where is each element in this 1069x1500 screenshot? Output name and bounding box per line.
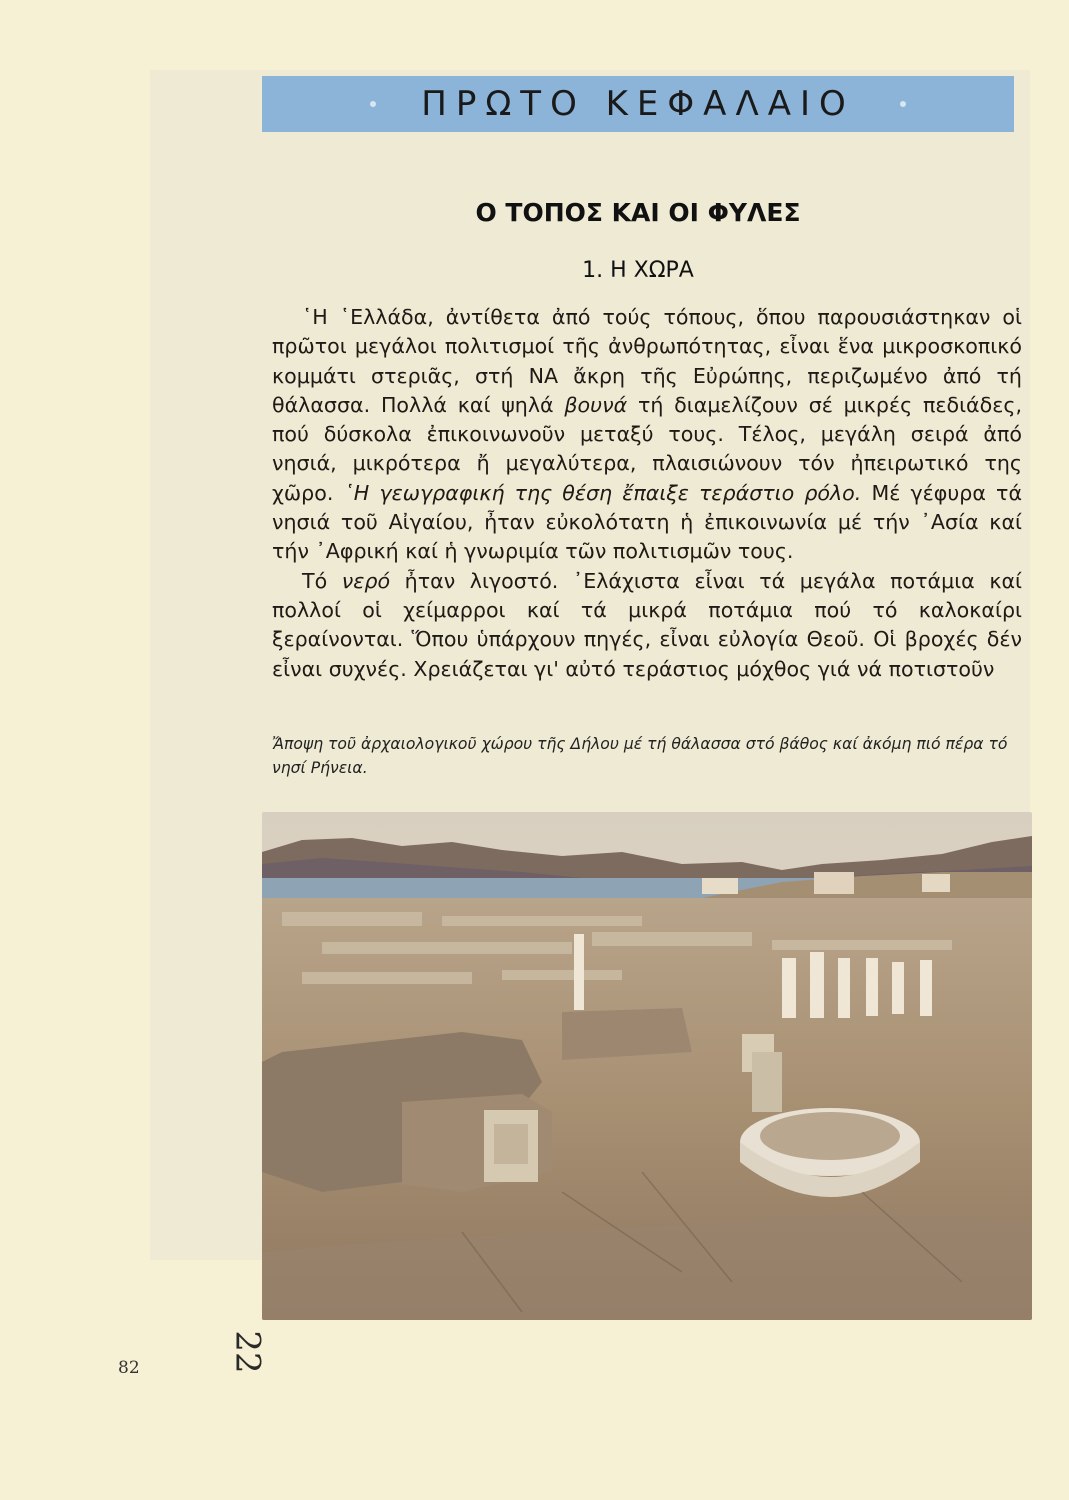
text-run: Μέ γέφυρα τά νησιά τοῦ Αἰγαίου, ἦταν εὐκολότατη ἡ ἐπικοινωνία μέ τήν ᾿Ασία καί τήν ᾿Αφρική καί ἡ γνωριμία τῶν πολιτισμῶν τους. bbox=[272, 480, 1023, 564]
page-number: 82 bbox=[118, 1358, 140, 1378]
page-stamp: 22 bbox=[227, 1330, 268, 1374]
text-run: Τό bbox=[302, 568, 342, 593]
photo-caption: Ἄποψη τοῦ ἀρχαιολογικοῦ χώρου τῆς Δήλου μέ τή θάλασσα στό βάθος καί ἀκόμη πιό πέρα τό νησί Ρήνεια. bbox=[272, 735, 1008, 777]
section-heading: 1. Η ΧΩΡΑ bbox=[582, 258, 694, 283]
italic-run: βουνά bbox=[564, 392, 628, 417]
text-run: ἦταν λιγοστό. ᾿Ελάχιστα εἶναι τά μεγάλα ποτάμια καί πολλοί οἱ χείμαρροι καί τά μικρά ποτάμια πού τό καλοκαίρι ξεραίνονται. Ὅπου ὑπάρχουν πηγές, εἶναι εὐλογία Θεοῦ. Οἱ βροχές δέν εἶναι συχνές. Χρειάζεται γι' αὐτό τεράστιος μόχθος γιά νά ποτιστοῦν bbox=[272, 568, 1023, 681]
body-paragraph bbox=[272, 303, 1022, 567]
italic-run: ῾Η γεωγραφική της θέση ἔπαιξε τεράστιο ρόλο. bbox=[343, 480, 862, 505]
photo-illustration bbox=[262, 812, 1032, 1320]
text-run: τή διαμελίζουν σέ μικρές πεδιάδες, πού δύσκολα ἐπικοινωνοῦν μεταξύ τους. Τέλος, μεγάλη σειρά ἀπό νησιά, μικρότερα ἤ μεγαλύτερα, πλαισιώνουν τόν ἠπειρωτικό της χῶρο. bbox=[272, 392, 1022, 505]
body-text bbox=[272, 303, 1022, 684]
text-run: ῾Η ῾Ελλάδα, ἀντίθετα ἀπό τούς τόπους, ὅπου παρουσιάστηκαν οἱ πρῶτοι μεγάλοι πολιτισμοί τῆς ἀνθρωπότητας, εἶναι ἕνα μικροσκοπικό κομμάτι στεριᾶς, στή ΝΑ ἄκρη τῆς Εὐρώπης, περιζωμένο ἀπό τή θάλασσα. Πολλά καί ψηλά bbox=[272, 305, 1022, 417]
banner-title: ΠΡΩΤΟ ΚΕΦΑΛΑΙΟ bbox=[421, 84, 855, 124]
chapter-banner bbox=[262, 76, 1014, 132]
body-paragraph bbox=[272, 567, 1022, 684]
italic-run: νερό bbox=[341, 568, 391, 593]
delos-archaeological-site-photo bbox=[262, 812, 1032, 1320]
banner-dot-right bbox=[900, 101, 906, 107]
banner-dot-left bbox=[370, 101, 376, 107]
chapter-title: Ο ΤΟΠΟΣ ΚΑΙ ΟΙ ΦΥΛΕΣ bbox=[475, 198, 801, 227]
